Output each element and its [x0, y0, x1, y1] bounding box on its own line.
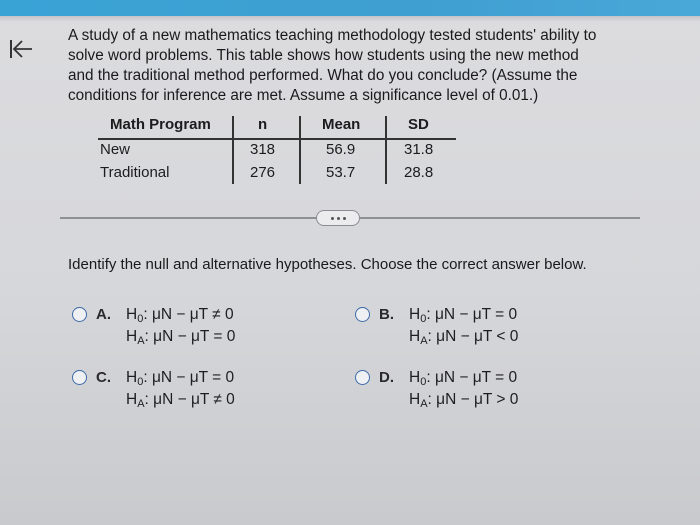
alternative-hypothesis: $H_A$: μN − μT ≠ 0 [126, 391, 235, 410]
header-sd: SD [408, 116, 429, 133]
alternative-hypothesis: $H_A$: μN − μT > 0 [409, 391, 519, 410]
option-letter: A. [96, 306, 111, 323]
instruction-prompt: Identify the null and alternative hypotheses. Choose the correct answer below. [68, 256, 587, 273]
null-hypothesis: $H_0$: μN − μT = 0 [126, 369, 235, 388]
cell-n: 276 [250, 164, 276, 181]
question-line: A study of a new mathematics teaching methodology tested students' ability to [68, 27, 597, 44]
radio-button[interactable] [72, 307, 87, 322]
option-letter: B. [379, 306, 394, 323]
alternative-hypothesis: $H_A$: μN − μT = 0 [126, 328, 236, 347]
radio-button[interactable] [355, 370, 370, 385]
option-b[interactable] [355, 307, 555, 349]
alternative-hypothesis: $H_A$: μN − μT < 0 [409, 328, 519, 347]
cell-sd: 31.8 [404, 141, 434, 158]
option-a[interactable] [72, 307, 272, 349]
ellipsis-dot-icon [331, 217, 334, 220]
more-options-button[interactable] [316, 210, 360, 226]
column-divider [232, 116, 234, 184]
radio-button[interactable] [72, 370, 87, 385]
cell-n: 318 [250, 141, 276, 158]
cell-program: Traditional [100, 164, 170, 181]
column-divider [299, 116, 301, 184]
null-hypothesis: $H_0$: μN − μT = 0 [409, 369, 518, 388]
option-letter: C. [96, 369, 111, 386]
arrow-left-bar-icon [9, 38, 33, 60]
cell-program: New [100, 141, 131, 158]
data-table [98, 114, 464, 184]
question-line: and the traditional method performed. What do you conclude? (Assume the [68, 67, 578, 84]
radio-button[interactable] [355, 307, 370, 322]
cell-sd: 28.8 [404, 164, 434, 181]
column-divider [385, 116, 387, 184]
header-mean: Mean [322, 116, 361, 133]
top-accent-bar [0, 0, 700, 16]
cell-mean: 56.9 [326, 141, 356, 158]
option-c[interactable] [72, 370, 272, 412]
ellipsis-dot-icon [343, 217, 346, 220]
top-bar-shadow [0, 16, 700, 22]
question-line: conditions for inference are met. Assume a significance level of 0.01.) [68, 87, 539, 104]
option-letter: D. [379, 369, 394, 386]
header-n: n [258, 116, 268, 133]
header-math-program: Math Program [110, 116, 211, 133]
question-text [68, 26, 643, 106]
back-to-start-button[interactable] [8, 36, 34, 62]
null-hypothesis: $H_0$: μN − μT = 0 [409, 306, 518, 325]
cell-mean: 53.7 [326, 164, 356, 181]
question-line: solve word problems. This table shows how students using the new method [68, 47, 579, 64]
ellipsis-dot-icon [337, 217, 340, 220]
null-hypothesis: $H_0$: μN − μT ≠ 0 [126, 306, 234, 325]
option-d[interactable] [355, 370, 555, 412]
header-rule [98, 138, 456, 140]
